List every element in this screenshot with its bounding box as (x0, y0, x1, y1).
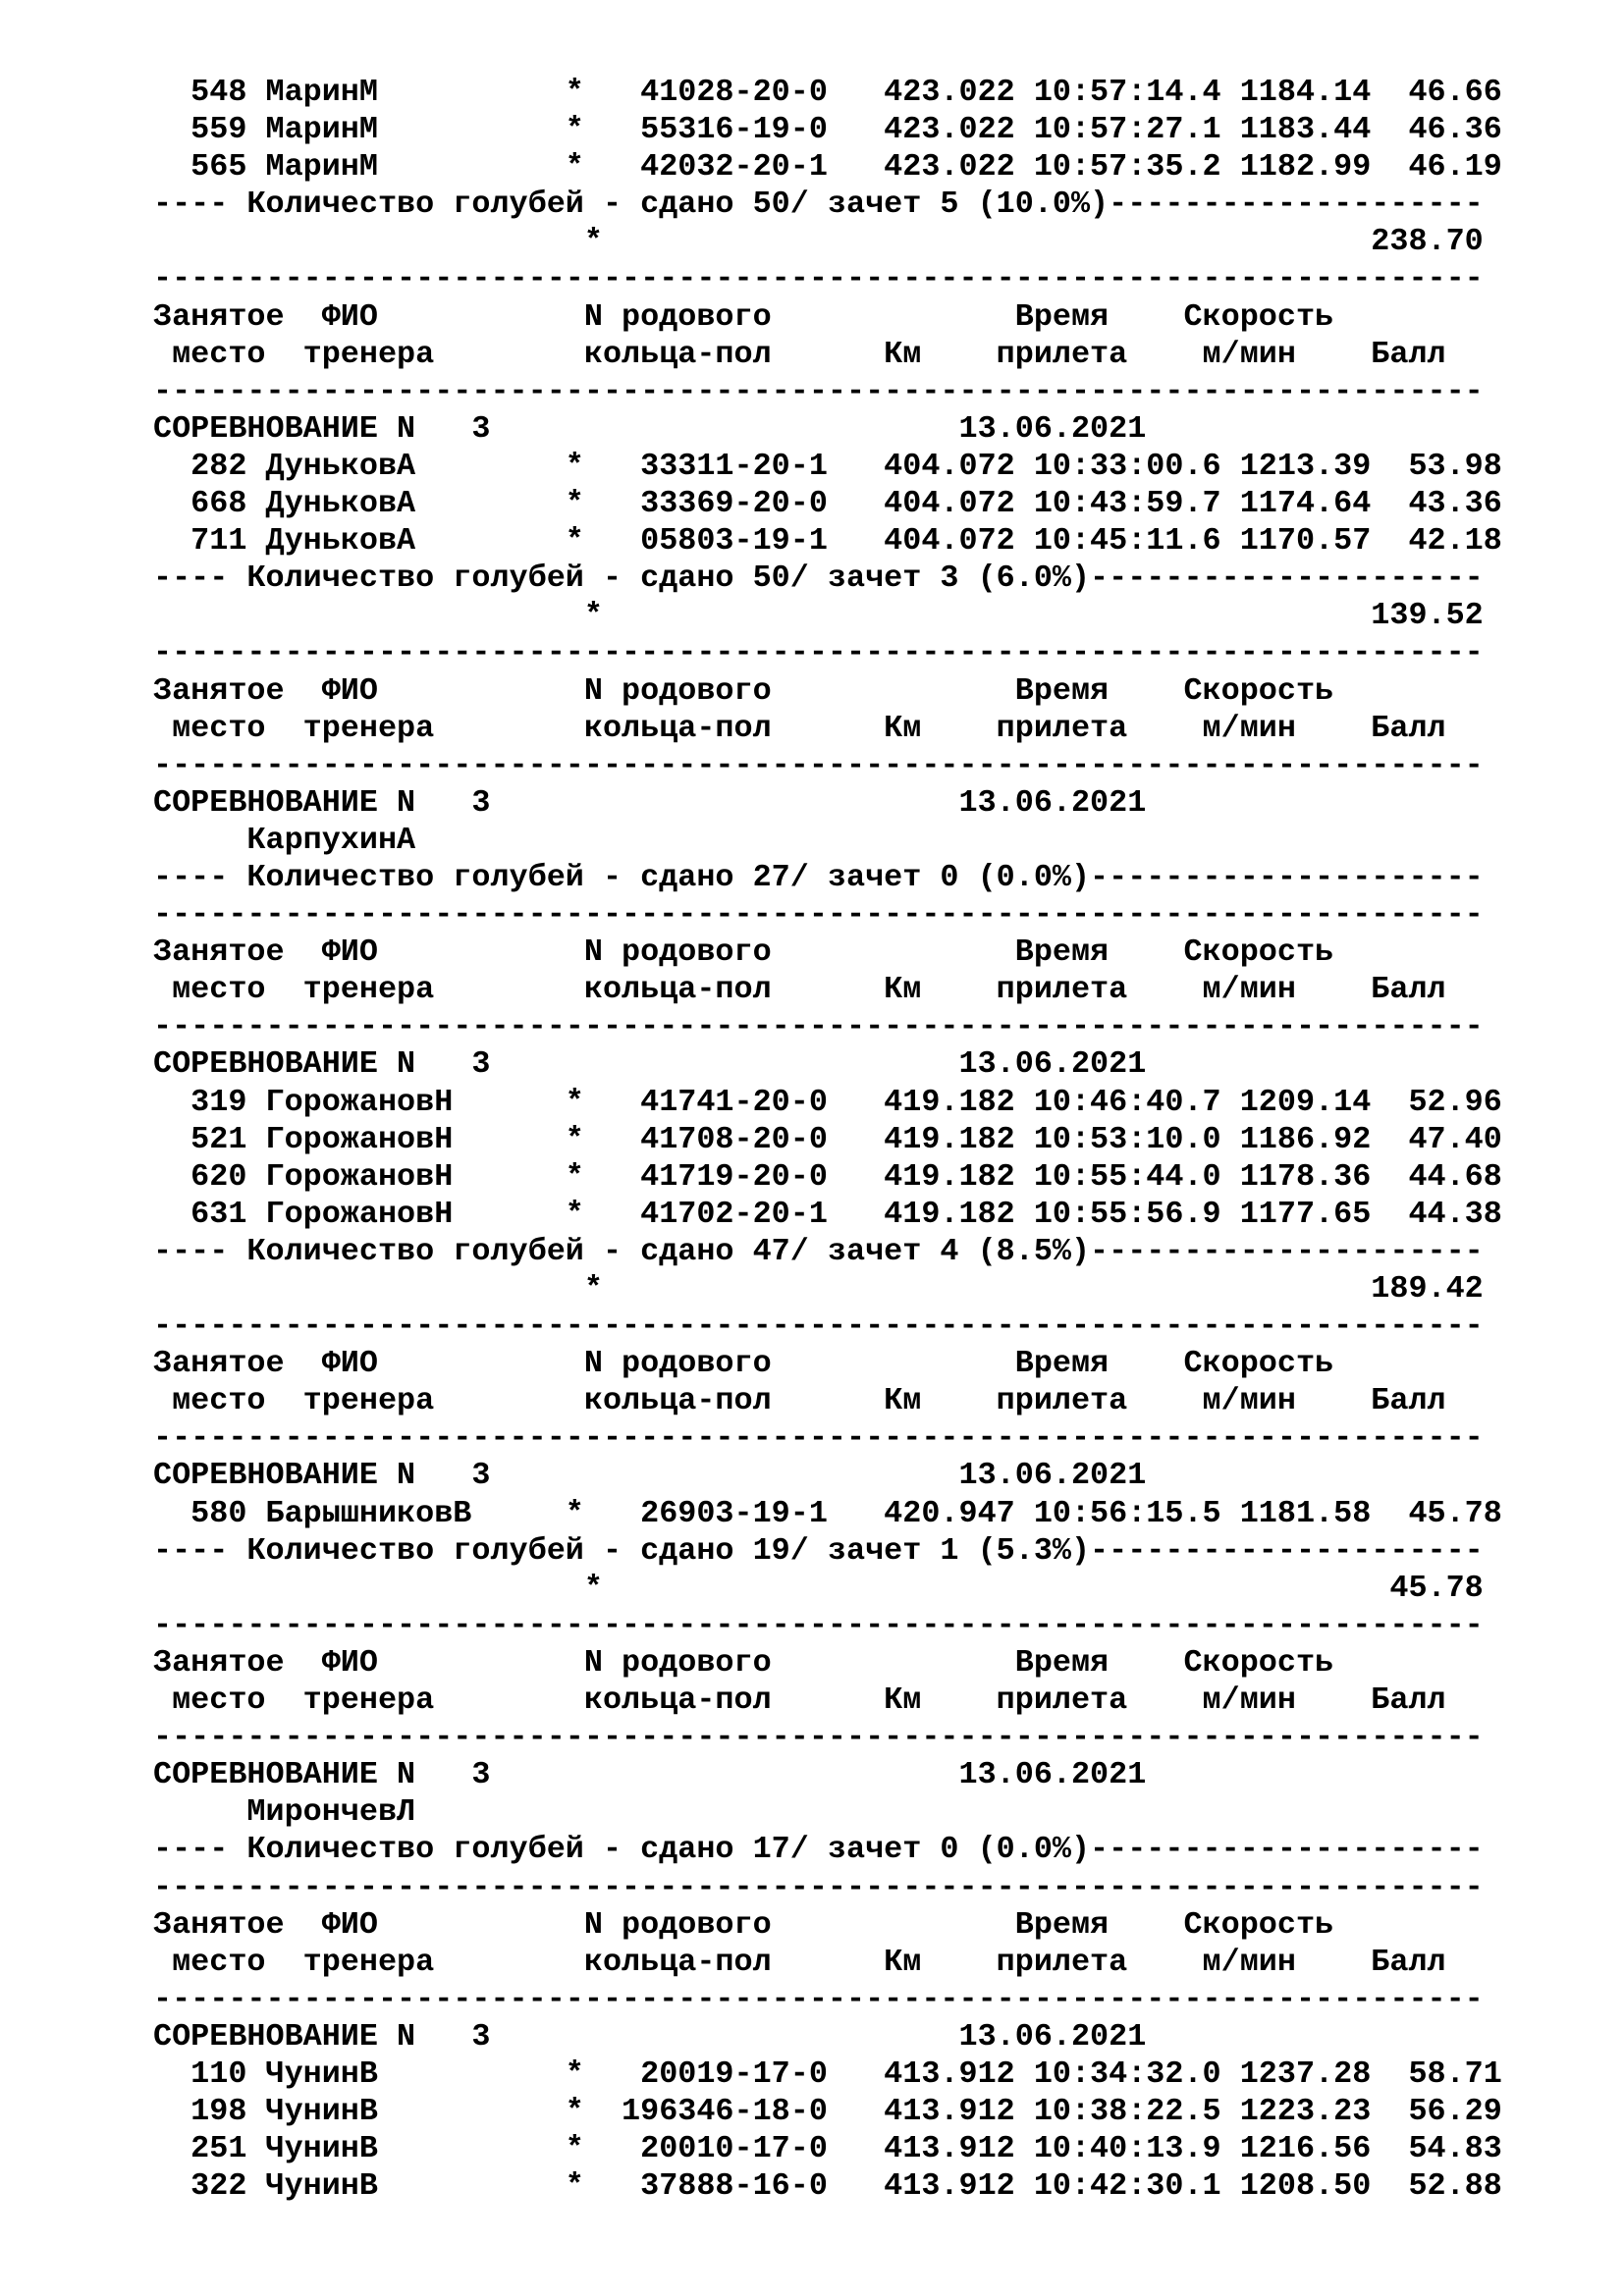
result-row: 110 ЧунинВ * 20019-17-0 413.912 10:34:32.0 1237.28 58.71 (153, 2056, 1502, 2092)
column-header: место тренера кольца-пол Км прилета м/мин Балл (153, 1682, 1446, 1719)
column-header: Занятое ФИО N родового Время Скорость (153, 1906, 1334, 1943)
total-points-line: * 45.78 (153, 1570, 1484, 1606)
column-header: место тренера кольца-пол Км прилета м/мин Балл (153, 972, 1446, 1008)
separator-line: ----------------------------------------------------------------------- (153, 1607, 1484, 1643)
result-row: 565 МаринМ * 42032-20-1 423.022 10:57:35.2 1182.99 46.19 (153, 149, 1502, 186)
separator-line: ----------------------------------------------------------------------- (153, 1981, 1484, 2017)
separator-line: ----------------------------------------------------------------------- (153, 1420, 1484, 1457)
separator-line: ----------------------------------------------------------------------- (153, 747, 1484, 783)
separator-line: ----------------------------------------------------------------------- (153, 1308, 1484, 1345)
total-points-line: * 189.42 (153, 1271, 1484, 1307)
result-row: 548 МаринМ * 41028-20-0 423.022 10:57:14.4 1184.14 46.66 (153, 75, 1502, 110)
separator-line: ----------------------------------------------------------------------- (153, 1720, 1484, 1756)
result-row: 282 ДуньковА * 33311-20-1 404.072 10:33:00.6 1213.39 53.98 (153, 448, 1502, 484)
separator-line: ----------------------------------------------------------------------- (153, 635, 1484, 671)
column-header: Занятое ФИО N родового Время Скорость (153, 1346, 1334, 1382)
column-header: Занятое ФИО N родового Время Скорость (153, 672, 1334, 709)
result-row: 580 БарышниковВ * 26903-19-1 420.947 10:56:15.5 1181.58 45.78 (153, 1495, 1502, 1531)
separator-line: ----------------------------------------------------------------------- (153, 1009, 1484, 1045)
result-row: 631 ГорожановН * 41702-20-1 419.182 10:55:56.9 1177.65 44.38 (153, 1196, 1502, 1232)
column-header: место тренера кольца-пол Км прилета м/мин Балл (153, 710, 1446, 746)
separator-line: ----------------------------------------------------------------------- (153, 261, 1484, 297)
result-row: 319 ГорожановН * 41741-20-0 419.182 10:46:40.7 1209.14 52.96 (153, 1084, 1502, 1120)
competition-header: СОРЕВНОВАНИЕ N 3 13.06.2021 (153, 1757, 1147, 1793)
separator-line: ----------------------------------------------------------------------- (153, 373, 1484, 409)
summary-line: ---- Количество голубей - сдано 47/ зачет 4 (8.5%)--------------------- (153, 1233, 1484, 1269)
competition-header: СОРЕВНОВАНИЕ N 3 13.06.2021 (153, 1458, 1147, 1494)
column-header: Занятое ФИО N родового Время Скорость (153, 298, 1334, 335)
participant-name: МирончевЛ (153, 1794, 416, 1831)
summary-line: ---- Количество голубей - сдано 50/ зачет 3 (6.0%)--------------------- (153, 561, 1484, 597)
result-row: 521 ГорожановН * 41708-20-0 419.182 10:53:10.0 1186.92 47.40 (153, 1121, 1502, 1157)
results-report (153, 74, 1502, 2205)
competition-header: СОРЕВНОВАНИЕ N 3 13.06.2021 (153, 784, 1147, 821)
result-row: 198 ЧунинВ * 196346-18-0 413.912 10:38:22.5 1223.23 56.29 (153, 2094, 1502, 2130)
summary-line: ---- Количество голубей - сдано 17/ зачет 0 (0.0%)--------------------- (153, 1832, 1484, 1868)
result-row: 251 ЧунинВ * 20010-17-0 413.912 10:40:13.9 1216.56 54.83 (153, 2131, 1502, 2167)
separator-line: ----------------------------------------------------------------------- (153, 1869, 1484, 1905)
total-points-line: * 238.70 (153, 224, 1484, 260)
summary-line: ---- Количество голубей - сдано 19/ зачет 1 (5.3%)--------------------- (153, 1532, 1484, 1569)
participant-name: КарпухинА (153, 822, 416, 858)
total-points-line: * 139.52 (153, 598, 1484, 634)
result-row: 668 ДуньковА * 33369-20-0 404.072 10:43:59.7 1174.64 43.36 (153, 486, 1502, 522)
column-header: Занятое ФИО N родового Время Скорость (153, 934, 1334, 971)
result-row: 559 МаринМ * 55316-19-0 423.022 10:57:27.1 1183.44 46.36 (153, 112, 1502, 148)
column-header: место тренера кольца-пол Км прилета м/мин Балл (153, 336, 1446, 372)
result-row: 711 ДуньковА * 05803-19-1 404.072 10:45:11.6 1170.57 42.18 (153, 523, 1502, 560)
competition-header: СОРЕВНОВАНИЕ N 3 13.06.2021 (153, 2018, 1147, 2055)
separator-line: ----------------------------------------------------------------------- (153, 897, 1484, 934)
summary-line: ---- Количество голубей - сдано 50/ зачет 5 (10.0%)-------------------- (153, 187, 1484, 223)
competition-header: СОРЕВНОВАНИЕ N 3 13.06.2021 (153, 410, 1147, 447)
column-header: Занятое ФИО N родового Время Скорость (153, 1644, 1334, 1681)
summary-line: ---- Количество голубей - сдано 27/ зачет 0 (0.0%)--------------------- (153, 859, 1484, 895)
column-header: место тренера кольца-пол Км прилета м/мин Балл (153, 1944, 1446, 1980)
column-header: место тренера кольца-пол Км прилета м/мин Балл (153, 1383, 1446, 1419)
result-row: 322 ЧунинВ * 37888-16-0 413.912 10:42:30.1 1208.50 52.88 (153, 2168, 1502, 2205)
competition-header: СОРЕВНОВАНИЕ N 3 13.06.2021 (153, 1046, 1147, 1083)
result-row: 620 ГорожановН * 41719-20-0 419.182 10:55:44.0 1178.36 44.68 (153, 1158, 1502, 1195)
